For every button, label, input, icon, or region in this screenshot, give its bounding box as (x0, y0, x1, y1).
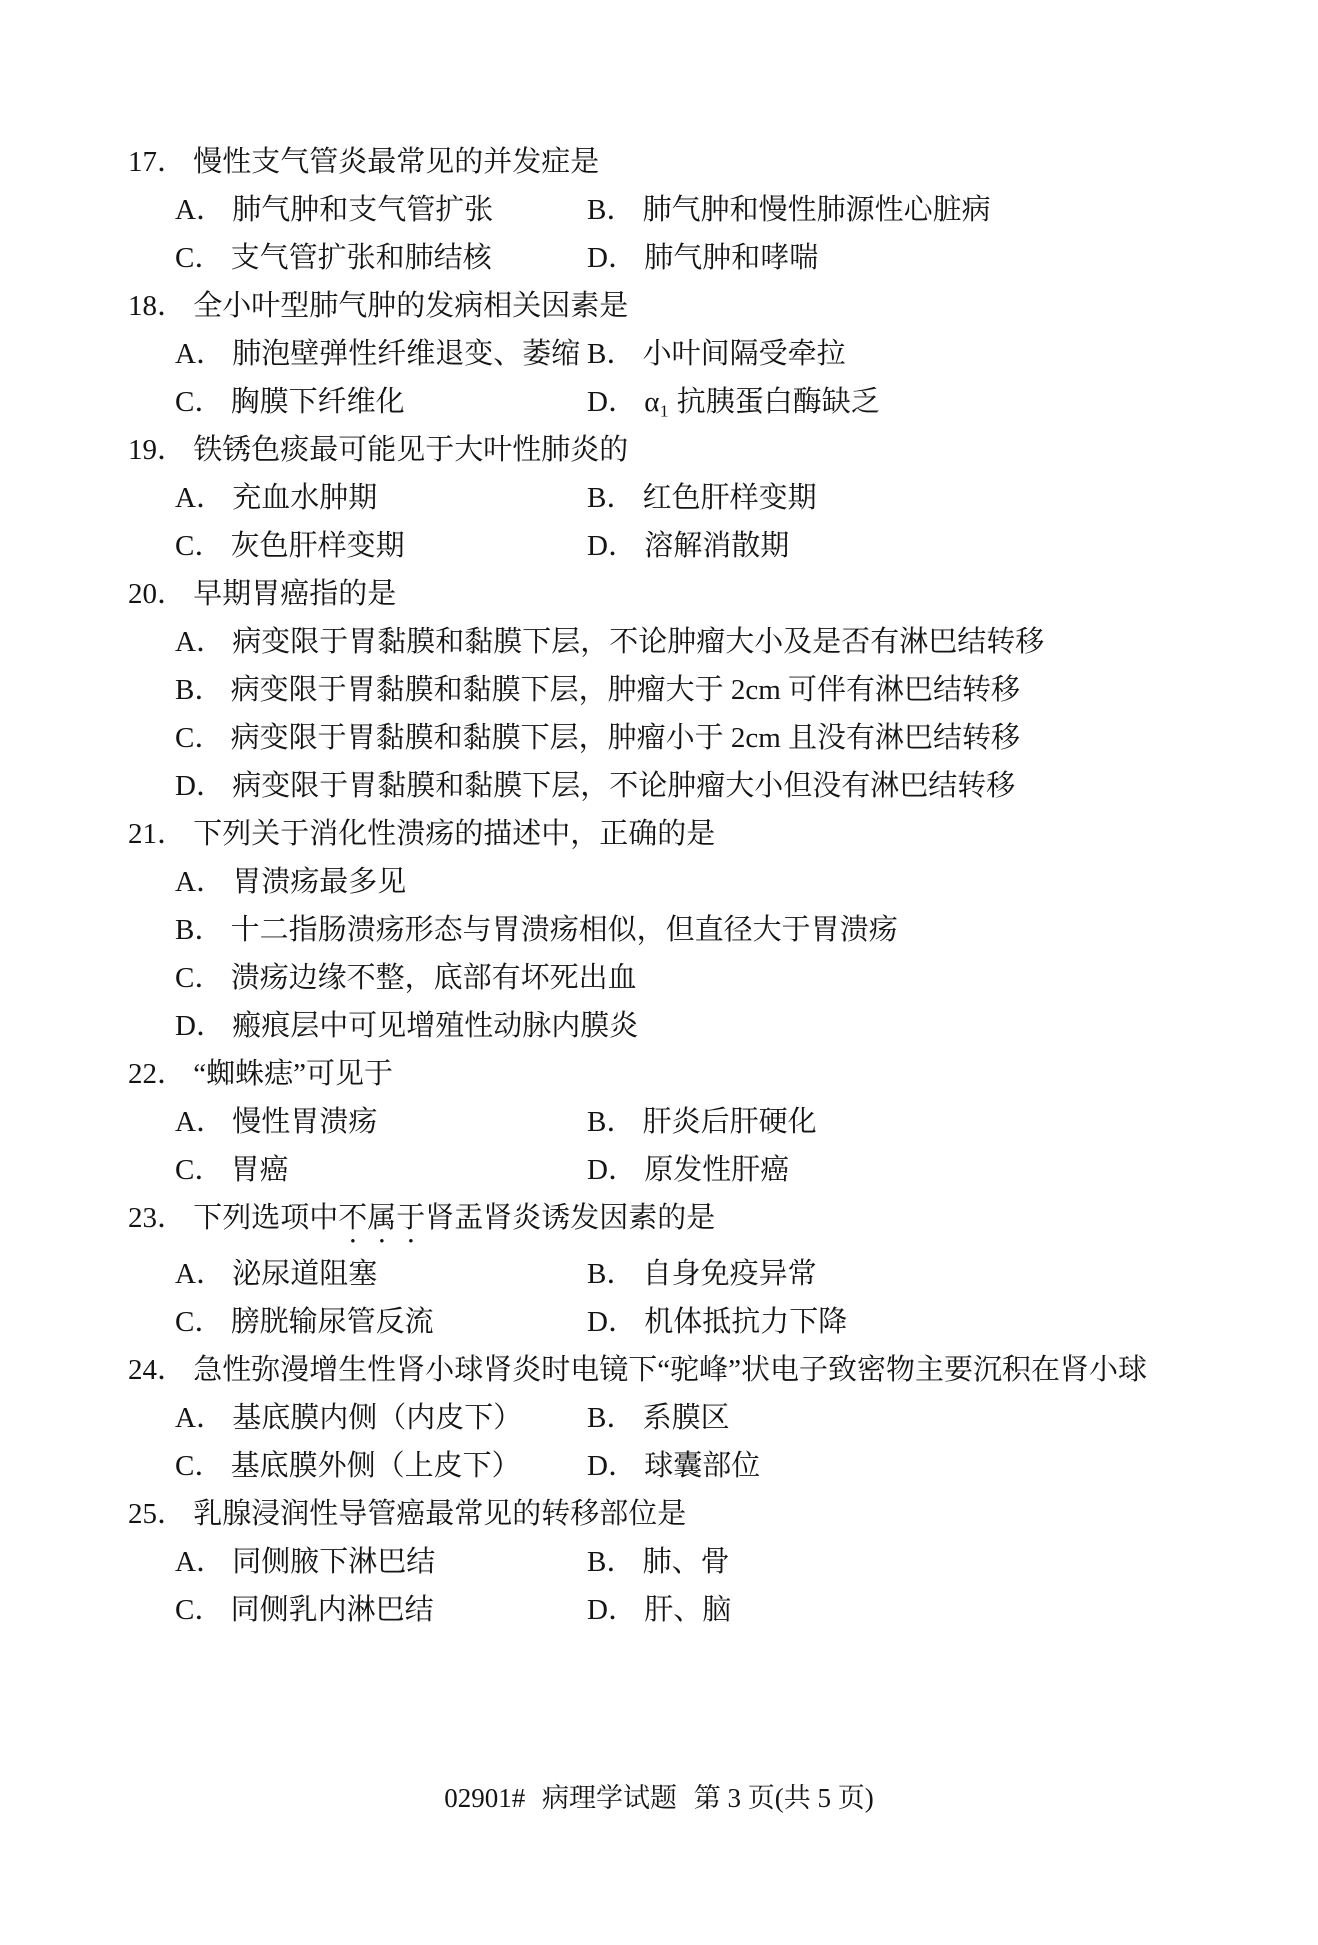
question-number: 18． (128, 290, 187, 322)
option-text: 球囊部位 (644, 1450, 761, 1482)
option-text: 同侧乳内淋巴结 (230, 1594, 434, 1626)
options-group (175, 858, 1278, 1050)
stem-text: 铁锈色痰最可能见于大叶性肺炎的 (193, 434, 629, 466)
question-17 (128, 138, 1278, 282)
options-group (175, 1394, 1278, 1490)
option-text: α₁ 抗胰蛋白酶缺乏 (644, 386, 880, 418)
option-text: 病变限于胃黏膜和黏膜下层，肿瘤大于 2cm 可伴有淋巴结转移 (230, 674, 1021, 706)
question-22-option-D (587, 1146, 1278, 1194)
question-17-option-C (175, 234, 587, 282)
question-23-option-A (175, 1250, 587, 1298)
option-label: B． (587, 1106, 636, 1138)
question-18-option-A (175, 330, 587, 378)
exam-code: 02901# (444, 1783, 526, 1813)
question-stem (193, 434, 628, 466)
question-number: 17． (128, 146, 187, 178)
option-text: 基底膜外侧（上皮下） (230, 1450, 521, 1482)
question-17-option-A (175, 186, 587, 234)
option-text: 灰色肝样变期 (230, 530, 405, 562)
option-label: D． (587, 242, 637, 274)
question-stem-row (128, 138, 1278, 186)
option-label: D． (587, 386, 637, 418)
question-stem (193, 578, 396, 610)
question-stem-row (128, 426, 1278, 474)
question-number: 24． (128, 1354, 187, 1386)
option-label: C． (175, 962, 224, 994)
question-stem (193, 818, 715, 850)
question-22-option-B (587, 1098, 1278, 1146)
option-label: D． (587, 530, 637, 562)
question-23 (128, 1194, 1278, 1346)
question-18-option-B (587, 330, 1278, 378)
question-22-option-C (175, 1146, 587, 1194)
question-19-option-D (587, 522, 1278, 570)
question-stem (193, 1058, 393, 1090)
page-footer (0, 1778, 1318, 1818)
option-label: A． (175, 194, 225, 226)
option-label: D． (587, 1450, 637, 1482)
question-19 (128, 426, 1278, 570)
question-20-option-A (175, 618, 1278, 666)
question-17-option-B (587, 186, 1278, 234)
option-text: 病变限于胃黏膜和黏膜下层，不论肿瘤大小及是否有淋巴结转移 (232, 626, 1045, 658)
option-text: 肺泡壁弹性纤维退变、萎缩 (232, 338, 581, 370)
option-text: 肺气肿和哮喘 (644, 242, 819, 274)
question-20-option-D (175, 762, 1278, 810)
stem-text: 肾盂肾炎诱发因素的是 (425, 1202, 716, 1234)
question-25 (128, 1490, 1278, 1634)
option-label: B． (587, 1402, 636, 1434)
option-text: 肝、脑 (644, 1594, 732, 1626)
stem-text: 下列选项中 (193, 1202, 339, 1234)
question-18-option-D (587, 378, 1278, 426)
question-17-option-D (587, 234, 1278, 282)
option-text: 自身免疫异常 (642, 1258, 817, 1290)
stem-emphasized-text: 不属于 (338, 1202, 426, 1234)
option-text: 胸膜下纤维化 (230, 386, 405, 418)
options-group (175, 186, 1278, 282)
option-label: C． (175, 530, 224, 562)
option-label: D． (587, 1306, 637, 1338)
option-text: 胃溃疡最多见 (232, 866, 407, 898)
option-label: C． (175, 242, 224, 274)
option-text: 小叶间隔受牵拉 (642, 338, 846, 370)
question-23-option-D (587, 1298, 1278, 1346)
option-label: D． (587, 1594, 637, 1626)
option-text: 肺、骨 (642, 1546, 730, 1578)
question-19-option-C (175, 522, 587, 570)
option-label: A． (175, 482, 225, 514)
question-19-option-B (587, 474, 1278, 522)
option-text: 胃癌 (230, 1154, 289, 1186)
option-text: 充血水肿期 (232, 482, 378, 514)
option-label: C． (175, 1154, 224, 1186)
question-stem (193, 290, 628, 322)
option-text: 肝炎后肝硬化 (642, 1106, 817, 1138)
question-number: 21． (128, 818, 187, 850)
question-21-option-C (175, 954, 1278, 1002)
option-label: C． (175, 1306, 224, 1338)
question-24 (128, 1346, 1278, 1490)
stem-text: 急性弥漫增生性肾小球肾炎时电镜下“驼峰”状电子致密物主要沉积在肾小球 (193, 1354, 1148, 1386)
option-label: D． (587, 1154, 637, 1186)
option-text: 膀胱输尿管反流 (230, 1306, 434, 1338)
option-label: A． (175, 1106, 225, 1138)
question-stem-row (128, 1346, 1278, 1394)
option-text: 肺气肿和慢性肺源性心脏病 (642, 194, 991, 226)
question-25-option-C (175, 1586, 587, 1634)
question-stem-row (128, 810, 1278, 858)
option-text: 慢性胃溃疡 (232, 1106, 378, 1138)
option-text: 基底膜内侧（内皮下） (232, 1402, 523, 1434)
question-21-option-D (175, 1002, 1278, 1050)
option-text: 瘢痕层中可见增殖性动脉内膜炎 (232, 1010, 639, 1042)
question-23-option-B (587, 1250, 1278, 1298)
option-label: C． (175, 386, 224, 418)
question-21-option-B (175, 906, 1278, 954)
question-18-option-C (175, 378, 587, 426)
question-24-option-B (587, 1394, 1278, 1442)
options-group (175, 1098, 1278, 1194)
option-text: 机体抵抗力下降 (644, 1306, 848, 1338)
option-label: A． (175, 1402, 225, 1434)
question-stem (193, 146, 599, 178)
question-stem-row (128, 570, 1278, 618)
option-label: D． (175, 1010, 225, 1042)
option-text: 支气管扩张和肺结核 (230, 242, 492, 274)
question-stem-row (128, 1194, 1278, 1250)
question-25-option-D (587, 1586, 1278, 1634)
stem-text: 早期胃癌指的是 (193, 578, 397, 610)
question-stem-row (128, 1490, 1278, 1538)
stem-text: 慢性支气管炎最常见的并发症是 (193, 146, 600, 178)
options-group (175, 1538, 1278, 1634)
option-label: B． (587, 194, 636, 226)
option-label: B． (175, 914, 224, 946)
option-text: 十二指肠溃疡形态与胃溃疡相似，但直径大于胃溃疡 (230, 914, 898, 946)
option-label: B． (175, 674, 224, 706)
option-label: A． (175, 338, 225, 370)
option-label: D． (175, 770, 225, 802)
question-list (128, 138, 1278, 1634)
question-22 (128, 1050, 1278, 1194)
stem-text: 乳腺浸润性导管癌最常见的转移部位是 (193, 1498, 687, 1530)
question-number: 19． (128, 434, 187, 466)
option-label: C． (175, 1450, 224, 1482)
question-20 (128, 570, 1278, 810)
question-stem (193, 1202, 715, 1234)
option-text: 原发性肝癌 (644, 1154, 790, 1186)
page-indicator: 第 3 页(共 5 页) (693, 1783, 874, 1813)
question-number: 25． (128, 1498, 187, 1530)
options-group (175, 474, 1278, 570)
options-group (175, 1250, 1278, 1346)
question-25-option-A (175, 1538, 587, 1586)
question-25-option-B (587, 1538, 1278, 1586)
option-label: A． (175, 1258, 225, 1290)
option-label: A． (175, 1546, 225, 1578)
option-label: A． (175, 866, 225, 898)
option-label: C． (175, 722, 224, 754)
option-text: 肺气肿和支气管扩张 (232, 194, 494, 226)
question-21 (128, 810, 1278, 1050)
question-number: 22． (128, 1058, 187, 1090)
options-group (175, 330, 1278, 426)
option-label: B． (587, 1258, 636, 1290)
exam-title: 病理学试题 (542, 1783, 677, 1813)
option-label: A． (175, 626, 225, 658)
option-label: B． (587, 1546, 636, 1578)
question-stem (193, 1354, 1147, 1386)
option-text: 溃疡边缘不整，底部有坏死出血 (230, 962, 637, 994)
option-text: 泌尿道阻塞 (232, 1258, 378, 1290)
option-text: 红色肝样变期 (642, 482, 817, 514)
question-number: 23． (128, 1202, 187, 1234)
question-24-option-D (587, 1442, 1278, 1490)
stem-text: 全小叶型肺气肿的发病相关因素是 (193, 290, 629, 322)
option-label: B． (587, 338, 636, 370)
question-20-option-B (175, 666, 1278, 714)
stem-text: “蜘蛛痣”可见于 (193, 1058, 394, 1090)
option-text: 病变限于胃黏膜和黏膜下层，不论肿瘤大小但没有淋巴结转移 (232, 770, 1016, 802)
question-stem-row (128, 282, 1278, 330)
stem-text: 下列关于消化性溃疡的描述中，正确的是 (193, 818, 716, 850)
question-19-option-A (175, 474, 587, 522)
question-number: 20． (128, 578, 187, 610)
question-stem-row (128, 1050, 1278, 1098)
question-20-option-C (175, 714, 1278, 762)
options-group (175, 618, 1278, 810)
question-24-option-C (175, 1442, 587, 1490)
option-label: C． (175, 1594, 224, 1626)
question-21-option-A (175, 858, 1278, 906)
option-label: B． (587, 482, 636, 514)
question-stem (193, 1498, 686, 1530)
question-22-option-A (175, 1098, 587, 1146)
option-text: 病变限于胃黏膜和黏膜下层，肿瘤小于 2cm 且没有淋巴结转移 (230, 722, 1021, 754)
option-text: 同侧腋下淋巴结 (232, 1546, 436, 1578)
question-24-option-A (175, 1394, 587, 1442)
question-23-option-C (175, 1298, 587, 1346)
question-18 (128, 282, 1278, 426)
option-text: 溶解消散期 (644, 530, 790, 562)
option-text: 系膜区 (642, 1402, 730, 1434)
